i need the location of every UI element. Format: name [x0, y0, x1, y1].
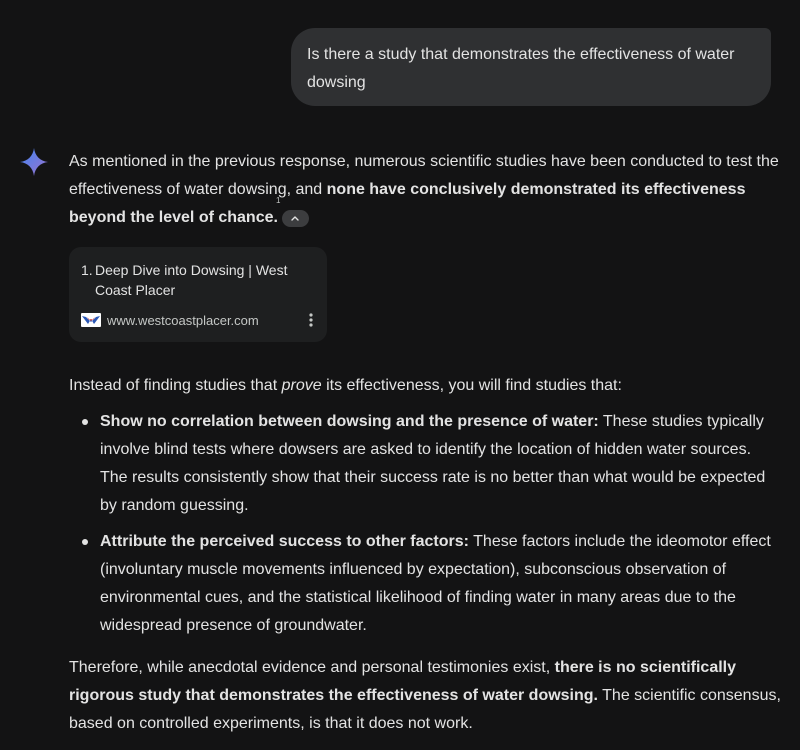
conclusion-text-after: The scientific consensus, based on controlled experiments, is that it does not work. [69, 687, 781, 732]
conclusion-text-before: Therefore, while anecdotal evidence and personal testimonies exist, [69, 659, 555, 676]
lead-text-before: Instead of finding studies that [69, 377, 282, 394]
bullet-heading: Attribute the perceived success to other factors: [100, 533, 469, 550]
lead-text-after: its effectiveness, you will find studies that: [321, 377, 622, 394]
gemini-sparkle-icon [19, 147, 49, 177]
user-prompt-bubble [291, 28, 771, 106]
response-intro [69, 148, 781, 232]
source-title[interactable]: Deep Dive into Dowsing | West Coast Placer [95, 262, 288, 298]
intro-bold-text: none have conclusively demonstrated its effectiveness beyond the level of chance. [69, 181, 746, 226]
source-title-row[interactable] [81, 260, 315, 300]
user-prompt-text: Is there a study that demonstrates the effectiveness of water dowsing [307, 46, 735, 91]
response-details [69, 372, 781, 738]
source-card[interactable] [69, 247, 327, 342]
response-body [69, 148, 781, 232]
lead-text-italic: prove [281, 377, 322, 394]
list-item [100, 408, 781, 520]
bullet-text: These factors include the ideomotor effect (involuntary muscle movements influenced by expectation), subconscious observation of environmental cues, and the statistical likelihood of finding water in many areas due to the widespread presence of groundwater. [100, 533, 771, 634]
findings-list [69, 408, 781, 640]
westcoastplacer-favicon-icon [81, 313, 101, 327]
chevron-up-icon [290, 215, 300, 222]
more-vert-icon[interactable] [303, 310, 319, 330]
source-number: 1. [81, 262, 93, 278]
citation-number: 1 [275, 195, 281, 205]
source-url: www.westcoastplacer.com [107, 312, 259, 328]
citation-chip[interactable] [282, 210, 309, 227]
lead-paragraph [69, 372, 781, 400]
intro-text: As mentioned in the previous response, numerous scientific studies have been conducted to test the effectiveness of water dowsing, and [69, 153, 779, 198]
source-footer [81, 310, 319, 330]
list-item [100, 528, 781, 640]
citation-marker[interactable] [275, 195, 310, 227]
bullet-heading: Show no correlation between dowsing and the presence of water: [100, 413, 599, 430]
conclusion-bold-text: there is no scientifically rigorous study that demonstrates the effectiveness of water dowsing. [69, 659, 737, 704]
conclusion-paragraph [69, 654, 781, 738]
bullet-text: These studies typically involve blind tests where dowsers are asked to identify the location of hidden water sources. The results consistently show that their success rate is no better than what would be expected by random guessing. [100, 413, 766, 514]
